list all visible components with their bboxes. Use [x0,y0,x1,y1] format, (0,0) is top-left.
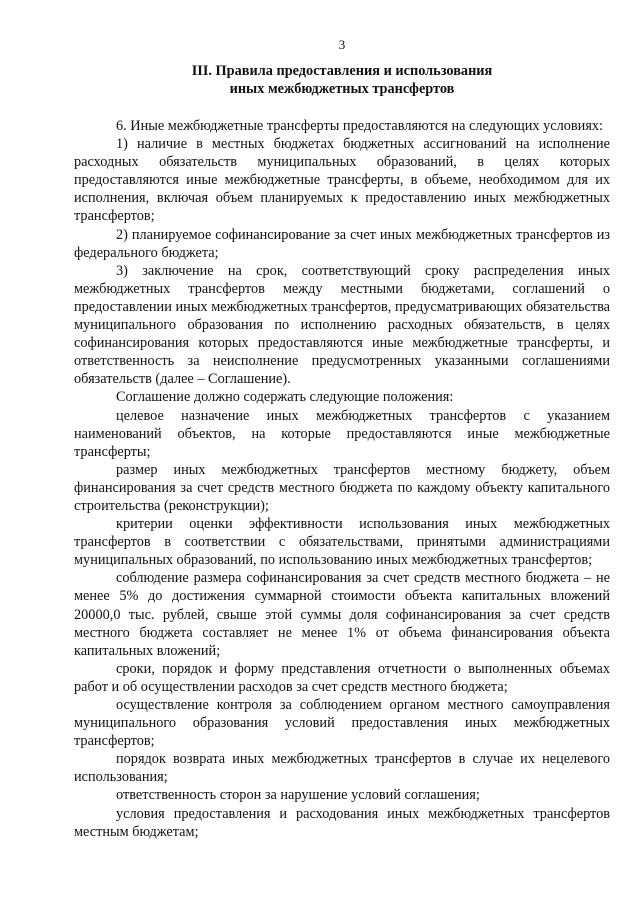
paragraph: размер иных межбюджетных трансфертов местному бюджету, объем финансирования за счет средств местного бюджета по каждому объекту капитального строительства (реконструкции); [74,461,610,514]
paragraph: 3) заключение на срок, соответствующий сроку распределения иных межбюджетных трансфертов между местными бюджетами, соглашений о предоставлении иных межбюджетных трансфертов, предусматривающих обязательства муниципального образования по исполнению расходных обязательств, в целях софинансирования которых предоставляются иные межбюджетные трансферты, и ответственность за неисполнение предусмотренных указанными соглашениями обязательств (далее – Соглашение). [74,262,610,388]
section-heading-line-1: III. Правила предоставления и использования [191,63,493,79]
paragraph: критерии оценки эффективности использования иных межбюджетных трансфертов в соответствии с обязательствами, принятыми администрациями муниципальных образований, по использованию иных межбюджетных трансфертов; [74,516,610,569]
section-heading [74,62,610,98]
paragraph: сроки, порядок и форму представления отчетности о выполненных объемах работ и об осуществлении расходов за счет средств местного бюджета; [74,660,610,695]
paragraph: ответственность сторон за нарушение условий соглашения; [116,787,480,804]
document-body [74,117,610,841]
paragraph: условия предоставления и расходования иных межбюджетных трансфертов местным бюджетам; [74,805,610,840]
paragraph: 6. Иные межбюджетные трансферты предоставляются на следующих условиях: [116,118,604,134]
paragraph: осуществление контроля за соблюдением органом местного самоуправления муниципального образования условий предоставления иных межбюджетных трансфертов; [74,697,610,750]
paragraph: целевое назначение иных межбюджетных трансфертов с указанием наименований объектов, на которые предоставляются иные межбюджетные трансферты; [74,407,610,460]
paragraph: 1) наличие в местных бюджетах бюджетных ассигнований на исполнение расходных обязательств муниципальных образований, в целях которых предоставляются иные межбюджетные трансферты, в объеме, необходимом для их исполнения, включая объем планируемых к предоставлению иных межбюджетных трансфертов; [74,136,610,225]
section-heading-line-2: иных межбюджетных трансфертов [229,81,455,97]
paragraph: Соглашение должно содержать следующие положения: [116,389,454,406]
paragraph: 2) планируемое софинансирование за счет иных межбюджетных трансфертов из федерального бюджета; [74,226,610,261]
paragraph: соблюдение размера софинансирования за счет средств местного бюджета – не менее 5% до достижения суммарной стоимости объекта капитальных вложений 20000,0 тыс. рублей, свыше этой суммы доля софинансирования за счет средств местного бюджета составляет не менее 1% от объема финансирования объекта капитальных вложений; [74,570,610,659]
page-number: 3 [338,37,346,52]
paragraph: порядок возврата иных межбюджетных трансфертов в случае их нецелевого использования; [74,751,610,786]
